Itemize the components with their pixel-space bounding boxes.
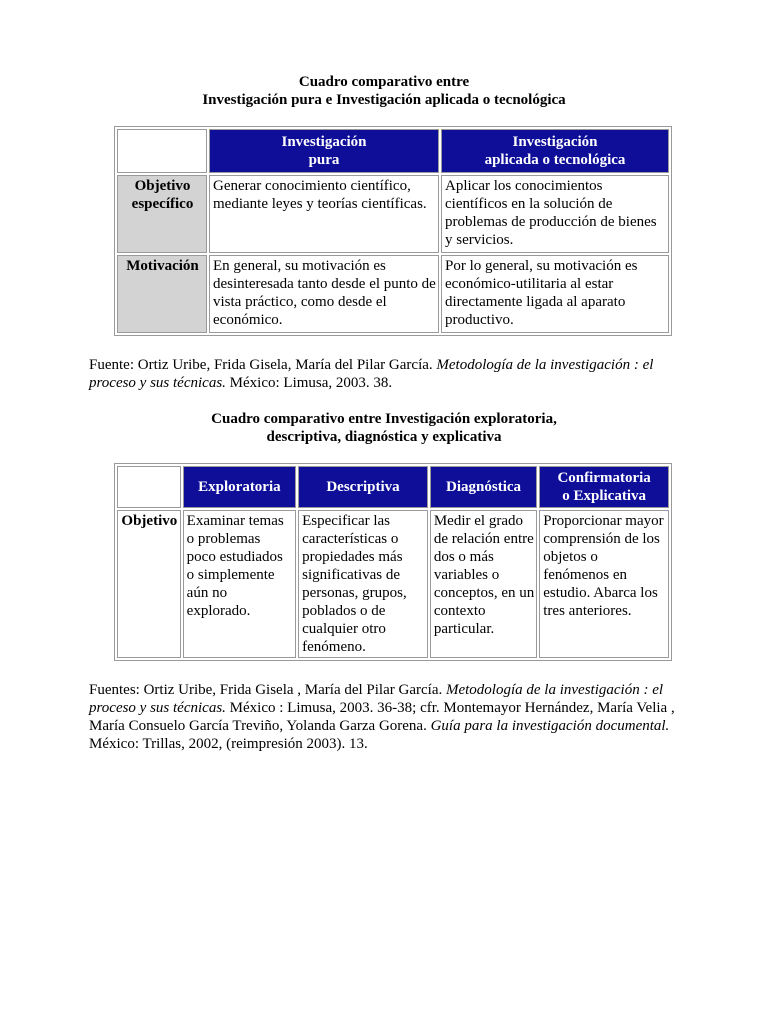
table2-title-line1: Cuadro comparativo entre Investigación exploratoria, [211,411,557,427]
table2-row-objetivo [117,510,669,658]
table1-source: Fuente: Ortiz Uribe, Frida Gisela, María del Pilar García. Metodología de la investigación : el proceso y sus técnicas. México: Limusa, 2003. 38. [89,357,654,391]
table2-title-line2: descriptiva, diagnóstica y explicativa [266,429,502,445]
table2-header-diagnostica: Diagnóstica [430,466,537,508]
table1-title-line1: Cuadro comparativo entre [298,74,470,90]
table1-cell-objetivo-aplicada: Aplicar los conocimientos científicos en la solución de problemas de producción de bienes y servicios. [441,175,669,253]
table2-source: Fuentes: Ortiz Uribe, Frida Gisela , María del Pilar García. Metodología de la investigación : el proceso y sus técnicas. México : Limusa, 2003. 36-38; cfr. Montemayor Hernández, María Velia , María Consuelo García Treviño, Yolanda Garza Gorena. Guía para la investigación documental. México: Trillas, 2002, (reimpresión 2003). 13. [89,682,675,752]
comparison-table-pura-aplicada [114,126,672,336]
table2-corner-cell [117,466,181,508]
table1-cell-motivacion-aplicada: Por lo general, su motivación es económico-utilitaria al estar directamente ligada al aparato productivo. [441,255,669,333]
table1-cell-motivacion-pura: En general, su motivación es desinteresada tanto desde el punto de vista práctico, como desde el económico. [209,255,439,333]
table2-cell-descriptiva: Especificar las características o propiedades más significativas de personas, grupos, poblados o de cualquier otro fenómeno. [298,510,428,658]
table2-row-label-objetivo: Objetivo [117,510,181,658]
table1-title-line2: Investigación pura e Investigación aplicada o tecnológica [202,92,566,108]
table1-title [0,73,768,109]
table2-cell-diagnostica: Medir el grado de relación entre dos o más variables o conceptos, en un contexto particular. [430,510,537,658]
table2-header-descriptiva: Descriptiva [298,466,428,508]
table1-row-label-motivacion: Motivación [117,255,207,333]
table2-header-exploratoria: Exploratoria [183,466,296,508]
table1-row-label-objetivo: Objetivo específico [117,175,207,253]
table2-header-explicativa: Confirmatoria o Explicativa [539,466,669,508]
table1-header-aplicada: Investigación aplicada o tecnológica [441,129,669,173]
table1-row-objetivo [117,175,669,253]
comparison-table-tipos [114,463,672,661]
table2-cell-explicativa: Proporcionar mayor comprensión de los objetos o fenómenos en estudio. Abarca los tres anteriores. [539,510,669,658]
table1-cell-objetivo-pura: Generar conocimiento científico, mediante leyes y teorías científicas. [209,175,439,253]
table1-header-pura: Investigación pura [209,129,439,173]
table2-header-row [117,466,669,508]
table2-cell-exploratoria: Examinar temas o problemas poco estudiados o simplemente aún no explorado. [183,510,296,658]
table1-row-motivacion [117,255,669,333]
table1-header-row [117,129,669,173]
table1-corner-cell [117,129,207,173]
table2-title [0,410,768,446]
